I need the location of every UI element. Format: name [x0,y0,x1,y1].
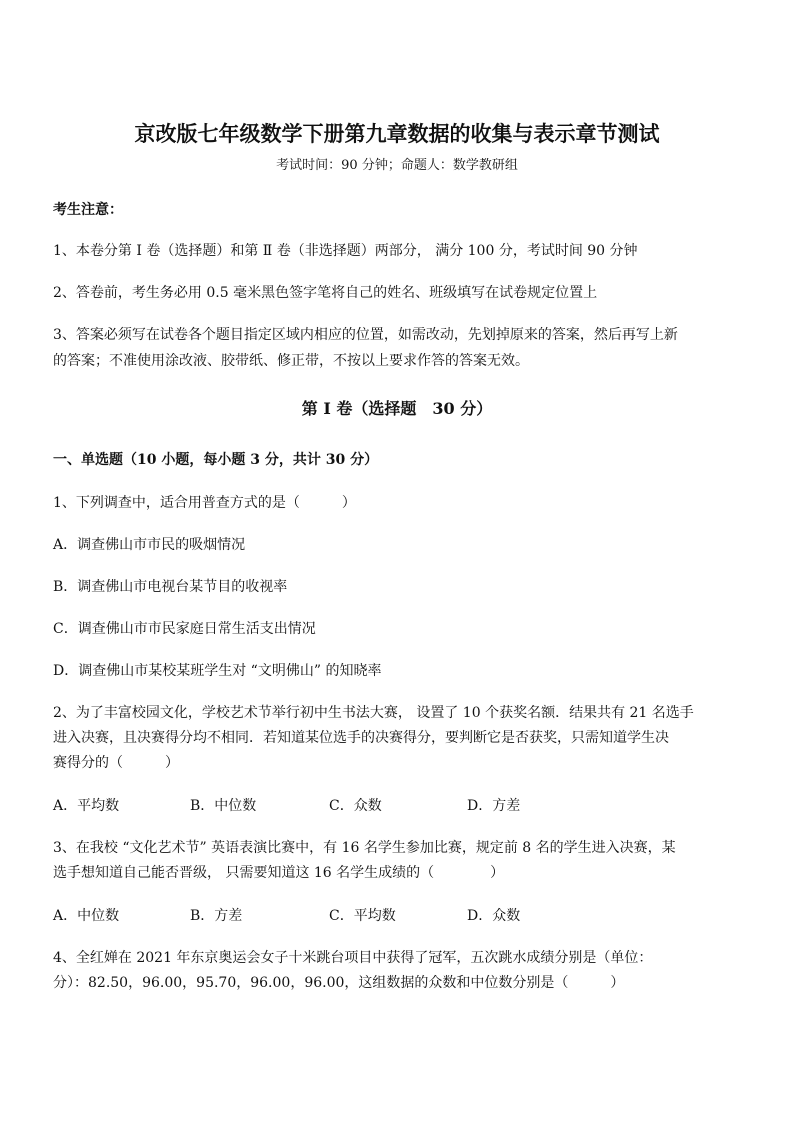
notice-heading: 考生注意： [53,202,123,218]
question-2-stem-line-3: 赛得分的（ ） [53,755,179,771]
question-2-option-b: B．中位数 [190,798,257,814]
question-1-option-a: A．调查佛山市市民的吸烟情况 [53,537,246,553]
question-4-stem-line-2: 分）：82.50，96.00，95.70，96.00，96.00，这组数据的众数和中位数分别是（ ） [53,975,625,991]
question-1-option-c: C．调查佛山市市民家庭日常生活支出情况 [53,621,316,637]
question-3-option-c: C．平均数 [329,908,396,924]
question-4-stem-line-1: 4、全红婵在 2021 年东京奥运会女子十米跳台项目中获得了冠军，五次跳水成绩分别是（单位： [53,950,653,966]
question-2-option-a: A．平均数 [53,798,120,814]
question-3-option-d: D．众数 [467,908,521,924]
question-2-option-d: D．方差 [467,798,521,814]
notice-item-2: 2、答卷前，考生务必用 0.5 毫米黑色签字笔将自己的姓名、班级填写在试卷规定位置上 [53,285,598,301]
question-1-option-b: B．调查佛山市电视台某节目的收视率 [53,579,288,595]
notice-item-1: 1、本卷分第 I 卷（选择题）和第 Ⅱ 卷（非选择题）两部分， 满分 100 分，考试时间 90 分钟 [53,243,638,259]
part-heading: 一、单选题（10 小题，每小题 3 分，共计 30 分） [53,452,379,468]
question-3-stem-line-2: 选手想知道自己能否晋级， 只需要知道这 16 名学生成绩的（ ） [53,865,505,881]
question-2-stem-line-1: 2、为了丰富校园文化，学校艺术节举行初中生书法大赛， 设置了 10 个获奖名额．结果共有 21 名选手 [53,705,694,721]
question-1-stem: 1、下列调查中，适合用普查方式的是（ ） [53,495,356,511]
question-1-option-d: D．调查佛山市某校某班学生对 “文明佛山” 的知晓率 [53,663,382,679]
section-title: 第 I 卷（选择题 30 分） [301,399,493,418]
question-3-option-a: A．中位数 [53,908,120,924]
page-title: 京改版七年级数学下册第九章数据的收集与表示章节测试 [134,121,660,146]
question-3-stem-line-1: 3、在我校 “文化艺术节” 英语表演比赛中，有 16 名学生参加比赛，规定前 8 名的学生进入决赛，某 [53,840,676,856]
question-3-option-b: B．方差 [190,908,243,924]
notice-item-3: 3、答案必须写在试卷各个题目指定区域内相应的位置，如需改动，先划掉原来的答案，然后再写上新 [53,327,678,343]
question-2-option-c: C．众数 [329,798,382,814]
question-2-stem-line-2: 进入决赛，且决赛得分均不相同．若知道某位选手的决赛得分，要判断它是否获奖，只需知道学生决 [53,730,669,746]
exam-info: 考试时间：90 分钟；命题人：数学教研组 [276,158,518,173]
notice-item-3-cont: 的答案；不准使用涂改液、胶带纸、修正带，不按以上要求作答的答案无效。 [53,353,529,369]
